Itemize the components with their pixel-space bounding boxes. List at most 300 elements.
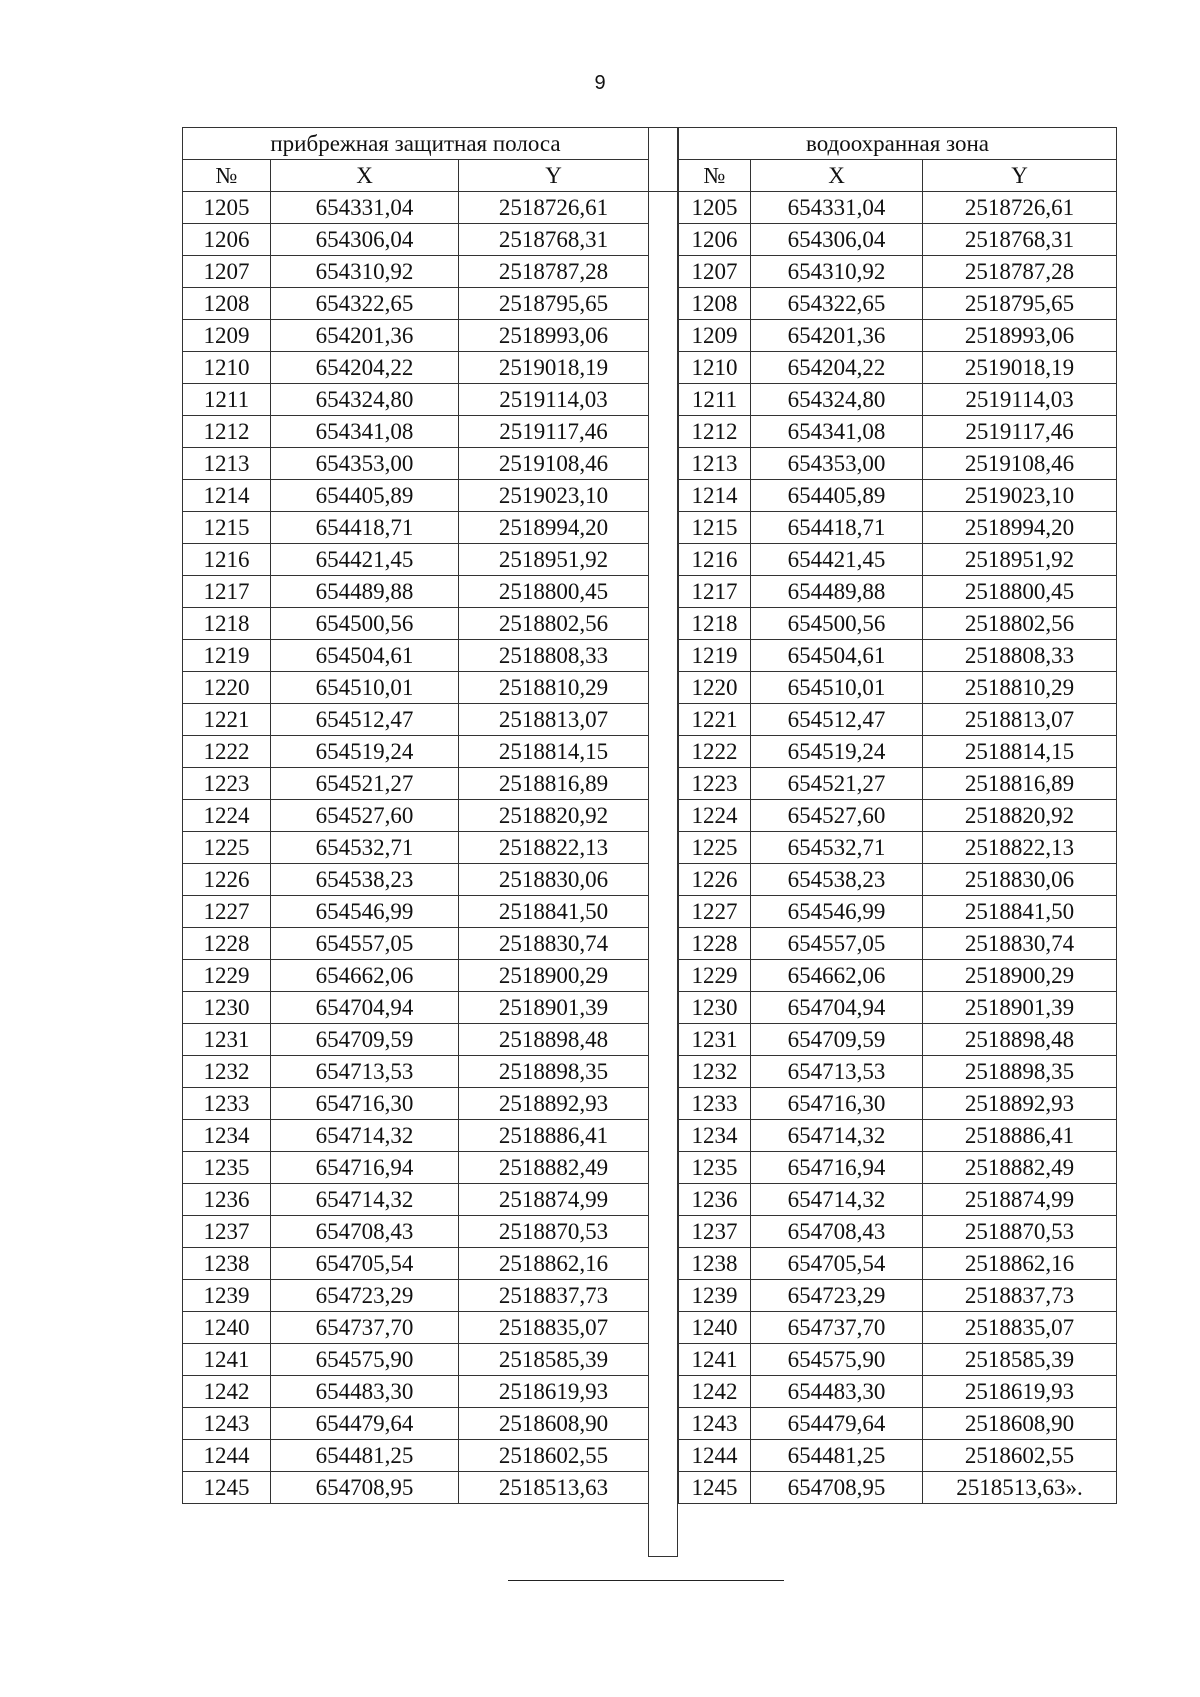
point-number-cell: 1217 bbox=[183, 576, 271, 608]
y-coordinate-cell: 2518800,45 bbox=[459, 576, 649, 608]
point-number-cell: 1207 bbox=[679, 256, 751, 288]
point-number-cell: 1232 bbox=[679, 1056, 751, 1088]
point-number-cell: 1217 bbox=[679, 576, 751, 608]
point-number-cell: 1206 bbox=[183, 224, 271, 256]
y-coordinate-cell: 2518814,15 bbox=[923, 736, 1117, 768]
y-coordinate-cell: 2518841,50 bbox=[459, 896, 649, 928]
x-coordinate-cell: 654306,04 bbox=[271, 224, 459, 256]
point-number-cell: 1213 bbox=[183, 448, 271, 480]
point-number-cell: 1212 bbox=[679, 416, 751, 448]
point-number-cell: 1214 bbox=[183, 480, 271, 512]
table-row bbox=[679, 768, 1117, 800]
y-coordinate-cell: 2518870,53 bbox=[923, 1216, 1117, 1248]
table-row bbox=[679, 512, 1117, 544]
point-number-cell: 1210 bbox=[183, 352, 271, 384]
x-coordinate-cell: 654557,05 bbox=[751, 928, 923, 960]
table-row bbox=[183, 448, 649, 480]
x-coordinate-cell: 654324,80 bbox=[751, 384, 923, 416]
x-coordinate-cell: 654479,64 bbox=[751, 1408, 923, 1440]
table-row bbox=[679, 928, 1117, 960]
x-coordinate-cell: 654704,94 bbox=[271, 992, 459, 1024]
table-row bbox=[679, 1280, 1117, 1312]
x-coordinate-cell: 654521,27 bbox=[271, 768, 459, 800]
x-coordinate-cell: 654575,90 bbox=[751, 1344, 923, 1376]
column-header-y: Y bbox=[459, 160, 649, 192]
point-number-cell: 1225 bbox=[679, 832, 751, 864]
y-coordinate-cell: 2518768,31 bbox=[459, 224, 649, 256]
x-coordinate-cell: 654704,94 bbox=[751, 992, 923, 1024]
point-number-cell: 1209 bbox=[679, 320, 751, 352]
x-coordinate-cell: 654662,06 bbox=[751, 960, 923, 992]
point-number-cell: 1234 bbox=[679, 1120, 751, 1152]
table-row bbox=[679, 576, 1117, 608]
table-row bbox=[679, 640, 1117, 672]
x-coordinate-cell: 654723,29 bbox=[271, 1280, 459, 1312]
table-row bbox=[679, 1216, 1117, 1248]
y-coordinate-cell: 2518882,49 bbox=[459, 1152, 649, 1184]
y-coordinate-cell: 2518585,39 bbox=[459, 1344, 649, 1376]
x-coordinate-cell: 654527,60 bbox=[271, 800, 459, 832]
table-row bbox=[183, 1152, 649, 1184]
y-coordinate-cell: 2518898,35 bbox=[459, 1056, 649, 1088]
table-row bbox=[183, 288, 649, 320]
point-number-cell: 1238 bbox=[183, 1248, 271, 1280]
table-row bbox=[679, 1184, 1117, 1216]
column-gap bbox=[648, 127, 678, 1557]
y-coordinate-cell: 2518619,93 bbox=[923, 1376, 1117, 1408]
column-header-y: Y bbox=[923, 160, 1117, 192]
y-coordinate-cell: 2518951,92 bbox=[459, 544, 649, 576]
x-coordinate-cell: 654714,32 bbox=[271, 1184, 459, 1216]
point-number-cell: 1205 bbox=[679, 192, 751, 224]
y-coordinate-cell: 2519117,46 bbox=[923, 416, 1117, 448]
y-coordinate-cell: 2518513,63». bbox=[923, 1472, 1117, 1504]
y-coordinate-cell: 2518802,56 bbox=[459, 608, 649, 640]
y-coordinate-cell: 2518608,90 bbox=[923, 1408, 1117, 1440]
x-coordinate-cell: 654519,24 bbox=[271, 736, 459, 768]
x-coordinate-cell: 654708,95 bbox=[271, 1472, 459, 1504]
x-coordinate-cell: 654479,64 bbox=[271, 1408, 459, 1440]
table-row bbox=[679, 288, 1117, 320]
x-coordinate-cell: 654353,00 bbox=[271, 448, 459, 480]
point-number-cell: 1227 bbox=[183, 896, 271, 928]
y-coordinate-cell: 2518830,74 bbox=[923, 928, 1117, 960]
y-coordinate-cell: 2518993,06 bbox=[923, 320, 1117, 352]
water-protection-zone-table bbox=[678, 127, 1117, 1504]
y-coordinate-cell: 2518810,29 bbox=[923, 672, 1117, 704]
y-coordinate-cell: 2518816,89 bbox=[459, 768, 649, 800]
x-coordinate-cell: 654331,04 bbox=[271, 192, 459, 224]
point-number-cell: 1221 bbox=[679, 704, 751, 736]
point-number-cell: 1211 bbox=[183, 384, 271, 416]
y-coordinate-cell: 2518820,92 bbox=[459, 800, 649, 832]
point-number-cell: 1245 bbox=[679, 1472, 751, 1504]
table-row bbox=[679, 992, 1117, 1024]
x-coordinate-cell: 654512,47 bbox=[271, 704, 459, 736]
y-coordinate-cell: 2518787,28 bbox=[459, 256, 649, 288]
table-row bbox=[679, 896, 1117, 928]
table-row bbox=[183, 832, 649, 864]
point-number-cell: 1233 bbox=[183, 1088, 271, 1120]
point-number-cell: 1236 bbox=[679, 1184, 751, 1216]
table-row bbox=[679, 320, 1117, 352]
point-number-cell: 1220 bbox=[183, 672, 271, 704]
y-coordinate-cell: 2518870,53 bbox=[459, 1216, 649, 1248]
point-number-cell: 1222 bbox=[183, 736, 271, 768]
point-number-cell: 1241 bbox=[183, 1344, 271, 1376]
point-number-cell: 1205 bbox=[183, 192, 271, 224]
x-coordinate-cell: 654512,47 bbox=[751, 704, 923, 736]
x-coordinate-cell: 654708,43 bbox=[271, 1216, 459, 1248]
table-row bbox=[679, 480, 1117, 512]
table-row bbox=[679, 384, 1117, 416]
point-number-cell: 1230 bbox=[679, 992, 751, 1024]
x-coordinate-cell: 654204,22 bbox=[271, 352, 459, 384]
y-coordinate-cell: 2518795,65 bbox=[923, 288, 1117, 320]
x-coordinate-cell: 654737,70 bbox=[751, 1312, 923, 1344]
table-row bbox=[183, 1216, 649, 1248]
point-number-cell: 1209 bbox=[183, 320, 271, 352]
y-coordinate-cell: 2518874,99 bbox=[923, 1184, 1117, 1216]
y-coordinate-cell: 2518795,65 bbox=[459, 288, 649, 320]
table-row bbox=[679, 704, 1117, 736]
x-coordinate-cell: 654714,32 bbox=[751, 1120, 923, 1152]
point-number-cell: 1228 bbox=[183, 928, 271, 960]
point-number-cell: 1207 bbox=[183, 256, 271, 288]
x-coordinate-cell: 654519,24 bbox=[751, 736, 923, 768]
x-coordinate-cell: 654418,71 bbox=[271, 512, 459, 544]
table-row bbox=[679, 1248, 1117, 1280]
x-coordinate-cell: 654705,54 bbox=[271, 1248, 459, 1280]
y-coordinate-cell: 2518900,29 bbox=[923, 960, 1117, 992]
point-number-cell: 1220 bbox=[679, 672, 751, 704]
x-coordinate-cell: 654353,00 bbox=[751, 448, 923, 480]
x-coordinate-cell: 654575,90 bbox=[271, 1344, 459, 1376]
table-row bbox=[183, 1312, 649, 1344]
x-coordinate-cell: 654713,53 bbox=[751, 1056, 923, 1088]
point-number-cell: 1219 bbox=[679, 640, 751, 672]
point-number-cell: 1218 bbox=[679, 608, 751, 640]
point-number-cell: 1233 bbox=[679, 1088, 751, 1120]
point-number-cell: 1231 bbox=[679, 1024, 751, 1056]
table-row bbox=[183, 992, 649, 1024]
table-row bbox=[679, 1152, 1117, 1184]
y-coordinate-cell: 2518808,33 bbox=[923, 640, 1117, 672]
y-coordinate-cell: 2518810,29 bbox=[459, 672, 649, 704]
point-number-cell: 1234 bbox=[183, 1120, 271, 1152]
table-row bbox=[183, 352, 649, 384]
y-coordinate-cell: 2518862,16 bbox=[923, 1248, 1117, 1280]
table-row bbox=[183, 768, 649, 800]
x-coordinate-cell: 654500,56 bbox=[751, 608, 923, 640]
table-body bbox=[679, 192, 1117, 1504]
table-row bbox=[679, 800, 1117, 832]
table-row bbox=[183, 576, 649, 608]
x-coordinate-cell: 654481,25 bbox=[751, 1440, 923, 1472]
y-coordinate-cell: 2519114,03 bbox=[923, 384, 1117, 416]
y-coordinate-cell: 2518602,55 bbox=[459, 1440, 649, 1472]
table-row bbox=[183, 928, 649, 960]
table-title: водоохранная зона bbox=[679, 128, 1117, 160]
table-row bbox=[679, 352, 1117, 384]
table-row bbox=[679, 256, 1117, 288]
column-header-x: X bbox=[751, 160, 923, 192]
y-coordinate-cell: 2518787,28 bbox=[923, 256, 1117, 288]
table-row bbox=[183, 1376, 649, 1408]
x-coordinate-cell: 654500,56 bbox=[271, 608, 459, 640]
y-coordinate-cell: 2519023,10 bbox=[459, 480, 649, 512]
table-row bbox=[679, 544, 1117, 576]
x-coordinate-cell: 654737,70 bbox=[271, 1312, 459, 1344]
table-row bbox=[679, 1024, 1117, 1056]
y-coordinate-cell: 2518900,29 bbox=[459, 960, 649, 992]
y-coordinate-cell: 2518892,93 bbox=[459, 1088, 649, 1120]
x-coordinate-cell: 654331,04 bbox=[751, 192, 923, 224]
point-number-cell: 1226 bbox=[679, 864, 751, 896]
x-coordinate-cell: 654204,22 bbox=[751, 352, 923, 384]
footer-rule bbox=[508, 1580, 784, 1581]
x-coordinate-cell: 654723,29 bbox=[751, 1280, 923, 1312]
point-number-cell: 1208 bbox=[183, 288, 271, 320]
y-coordinate-cell: 2518813,07 bbox=[459, 704, 649, 736]
y-coordinate-cell: 2518822,13 bbox=[923, 832, 1117, 864]
point-number-cell: 1224 bbox=[183, 800, 271, 832]
table-row bbox=[679, 192, 1117, 224]
table-row bbox=[183, 1056, 649, 1088]
point-number-cell: 1228 bbox=[679, 928, 751, 960]
y-coordinate-cell: 2519108,46 bbox=[459, 448, 649, 480]
y-coordinate-cell: 2518951,92 bbox=[923, 544, 1117, 576]
x-coordinate-cell: 654322,65 bbox=[271, 288, 459, 320]
y-coordinate-cell: 2518835,07 bbox=[923, 1312, 1117, 1344]
point-number-cell: 1244 bbox=[183, 1440, 271, 1472]
x-coordinate-cell: 654709,59 bbox=[271, 1024, 459, 1056]
y-coordinate-cell: 2518830,06 bbox=[923, 864, 1117, 896]
table-row bbox=[183, 704, 649, 736]
coordinates-tables bbox=[182, 127, 1116, 1559]
table-row bbox=[183, 896, 649, 928]
table-row bbox=[183, 1088, 649, 1120]
table-row bbox=[679, 1312, 1117, 1344]
table-row bbox=[679, 608, 1117, 640]
table-row bbox=[679, 1440, 1117, 1472]
y-coordinate-cell: 2518830,74 bbox=[459, 928, 649, 960]
point-number-cell: 1206 bbox=[679, 224, 751, 256]
y-coordinate-cell: 2518882,49 bbox=[923, 1152, 1117, 1184]
x-coordinate-cell: 654310,92 bbox=[751, 256, 923, 288]
table-row bbox=[679, 1408, 1117, 1440]
x-coordinate-cell: 654532,71 bbox=[271, 832, 459, 864]
table-row bbox=[679, 960, 1117, 992]
y-coordinate-cell: 2518994,20 bbox=[923, 512, 1117, 544]
point-number-cell: 1238 bbox=[679, 1248, 751, 1280]
point-number-cell: 1237 bbox=[183, 1216, 271, 1248]
table-row bbox=[679, 1120, 1117, 1152]
table-row bbox=[183, 800, 649, 832]
y-coordinate-cell: 2518602,55 bbox=[923, 1440, 1117, 1472]
table-row bbox=[183, 640, 649, 672]
y-coordinate-cell: 2518816,89 bbox=[923, 768, 1117, 800]
point-number-cell: 1211 bbox=[679, 384, 751, 416]
x-coordinate-cell: 654716,94 bbox=[751, 1152, 923, 1184]
y-coordinate-cell: 2519108,46 bbox=[923, 448, 1117, 480]
table-row bbox=[183, 1024, 649, 1056]
table-row bbox=[679, 736, 1117, 768]
y-coordinate-cell: 2518726,61 bbox=[459, 192, 649, 224]
point-number-cell: 1240 bbox=[679, 1312, 751, 1344]
y-coordinate-cell: 2518993,06 bbox=[459, 320, 649, 352]
y-coordinate-cell: 2518886,41 bbox=[923, 1120, 1117, 1152]
page-number: 9 bbox=[594, 72, 606, 94]
point-number-cell: 1218 bbox=[183, 608, 271, 640]
table-row bbox=[679, 1056, 1117, 1088]
column-header-x: X bbox=[271, 160, 459, 192]
x-coordinate-cell: 654421,45 bbox=[751, 544, 923, 576]
x-coordinate-cell: 654713,53 bbox=[271, 1056, 459, 1088]
point-number-cell: 1223 bbox=[679, 768, 751, 800]
table-row bbox=[679, 672, 1117, 704]
y-coordinate-cell: 2518808,33 bbox=[459, 640, 649, 672]
y-coordinate-cell: 2518822,13 bbox=[459, 832, 649, 864]
column-header-number: № bbox=[679, 160, 751, 192]
y-coordinate-cell: 2518898,48 bbox=[923, 1024, 1117, 1056]
x-coordinate-cell: 654716,30 bbox=[271, 1088, 459, 1120]
point-number-cell: 1216 bbox=[679, 544, 751, 576]
x-coordinate-cell: 654489,88 bbox=[751, 576, 923, 608]
table-row bbox=[183, 512, 649, 544]
point-number-cell: 1226 bbox=[183, 864, 271, 896]
point-number-cell: 1224 bbox=[679, 800, 751, 832]
point-number-cell: 1212 bbox=[183, 416, 271, 448]
x-coordinate-cell: 654201,36 bbox=[751, 320, 923, 352]
table-row bbox=[183, 256, 649, 288]
y-coordinate-cell: 2518802,56 bbox=[923, 608, 1117, 640]
x-coordinate-cell: 654510,01 bbox=[271, 672, 459, 704]
x-coordinate-cell: 654483,30 bbox=[751, 1376, 923, 1408]
point-number-cell: 1231 bbox=[183, 1024, 271, 1056]
table-row bbox=[183, 320, 649, 352]
table-row bbox=[183, 1408, 649, 1440]
y-coordinate-cell: 2518820,92 bbox=[923, 800, 1117, 832]
x-coordinate-cell: 654557,05 bbox=[271, 928, 459, 960]
coastal-protection-strip-table bbox=[182, 127, 649, 1504]
point-number-cell: 1216 bbox=[183, 544, 271, 576]
point-number-cell: 1219 bbox=[183, 640, 271, 672]
table-title: прибрежная защитная полоса bbox=[183, 128, 649, 160]
table-row bbox=[183, 192, 649, 224]
y-coordinate-cell: 2518898,48 bbox=[459, 1024, 649, 1056]
table-row bbox=[183, 480, 649, 512]
y-coordinate-cell: 2518901,39 bbox=[923, 992, 1117, 1024]
table-row bbox=[679, 864, 1117, 896]
table-row bbox=[183, 1280, 649, 1312]
point-number-cell: 1227 bbox=[679, 896, 751, 928]
point-number-cell: 1245 bbox=[183, 1472, 271, 1504]
point-number-cell: 1244 bbox=[679, 1440, 751, 1472]
point-number-cell: 1229 bbox=[183, 960, 271, 992]
point-number-cell: 1210 bbox=[679, 352, 751, 384]
x-coordinate-cell: 654510,01 bbox=[751, 672, 923, 704]
table-row bbox=[679, 1088, 1117, 1120]
x-coordinate-cell: 654714,32 bbox=[271, 1120, 459, 1152]
x-coordinate-cell: 654546,99 bbox=[751, 896, 923, 928]
y-coordinate-cell: 2518886,41 bbox=[459, 1120, 649, 1152]
x-coordinate-cell: 654527,60 bbox=[751, 800, 923, 832]
point-number-cell: 1235 bbox=[183, 1152, 271, 1184]
x-coordinate-cell: 654708,95 bbox=[751, 1472, 923, 1504]
y-coordinate-cell: 2518874,99 bbox=[459, 1184, 649, 1216]
x-coordinate-cell: 654716,94 bbox=[271, 1152, 459, 1184]
y-coordinate-cell: 2519117,46 bbox=[459, 416, 649, 448]
table-row bbox=[679, 832, 1117, 864]
x-coordinate-cell: 654324,80 bbox=[271, 384, 459, 416]
table-row bbox=[679, 448, 1117, 480]
x-coordinate-cell: 654705,54 bbox=[751, 1248, 923, 1280]
x-coordinate-cell: 654310,92 bbox=[271, 256, 459, 288]
point-number-cell: 1221 bbox=[183, 704, 271, 736]
table-row bbox=[183, 1120, 649, 1152]
y-coordinate-cell: 2519018,19 bbox=[459, 352, 649, 384]
point-number-cell: 1230 bbox=[183, 992, 271, 1024]
point-number-cell: 1242 bbox=[183, 1376, 271, 1408]
y-coordinate-cell: 2518835,07 bbox=[459, 1312, 649, 1344]
x-coordinate-cell: 654481,25 bbox=[271, 1440, 459, 1472]
table-row bbox=[183, 960, 649, 992]
point-number-cell: 1241 bbox=[679, 1344, 751, 1376]
point-number-cell: 1232 bbox=[183, 1056, 271, 1088]
x-coordinate-cell: 654504,61 bbox=[751, 640, 923, 672]
x-coordinate-cell: 654201,36 bbox=[271, 320, 459, 352]
table-row bbox=[183, 1472, 649, 1504]
table-row bbox=[183, 608, 649, 640]
x-coordinate-cell: 654341,08 bbox=[751, 416, 923, 448]
y-coordinate-cell: 2519018,19 bbox=[923, 352, 1117, 384]
table-row bbox=[679, 1344, 1117, 1376]
x-coordinate-cell: 654708,43 bbox=[751, 1216, 923, 1248]
point-number-cell: 1239 bbox=[183, 1280, 271, 1312]
y-coordinate-cell: 2518830,06 bbox=[459, 864, 649, 896]
point-number-cell: 1243 bbox=[183, 1408, 271, 1440]
table-row bbox=[183, 416, 649, 448]
point-number-cell: 1214 bbox=[679, 480, 751, 512]
y-coordinate-cell: 2518837,73 bbox=[459, 1280, 649, 1312]
column-header-number: № bbox=[183, 160, 271, 192]
table-row bbox=[183, 1248, 649, 1280]
y-coordinate-cell: 2518892,93 bbox=[923, 1088, 1117, 1120]
point-number-cell: 1239 bbox=[679, 1280, 751, 1312]
point-number-cell: 1213 bbox=[679, 448, 751, 480]
table-row bbox=[183, 1184, 649, 1216]
point-number-cell: 1208 bbox=[679, 288, 751, 320]
table-row bbox=[679, 1376, 1117, 1408]
x-coordinate-cell: 654418,71 bbox=[751, 512, 923, 544]
y-coordinate-cell: 2518726,61 bbox=[923, 192, 1117, 224]
y-coordinate-cell: 2518800,45 bbox=[923, 576, 1117, 608]
y-coordinate-cell: 2518813,07 bbox=[923, 704, 1117, 736]
y-coordinate-cell: 2519114,03 bbox=[459, 384, 649, 416]
x-coordinate-cell: 654538,23 bbox=[271, 864, 459, 896]
point-number-cell: 1240 bbox=[183, 1312, 271, 1344]
table-row bbox=[679, 1472, 1117, 1504]
point-number-cell: 1242 bbox=[679, 1376, 751, 1408]
table-row bbox=[679, 416, 1117, 448]
x-coordinate-cell: 654504,61 bbox=[271, 640, 459, 672]
table-row bbox=[183, 544, 649, 576]
table-row bbox=[183, 672, 649, 704]
point-number-cell: 1223 bbox=[183, 768, 271, 800]
table-body bbox=[183, 192, 649, 1504]
x-coordinate-cell: 654546,99 bbox=[271, 896, 459, 928]
